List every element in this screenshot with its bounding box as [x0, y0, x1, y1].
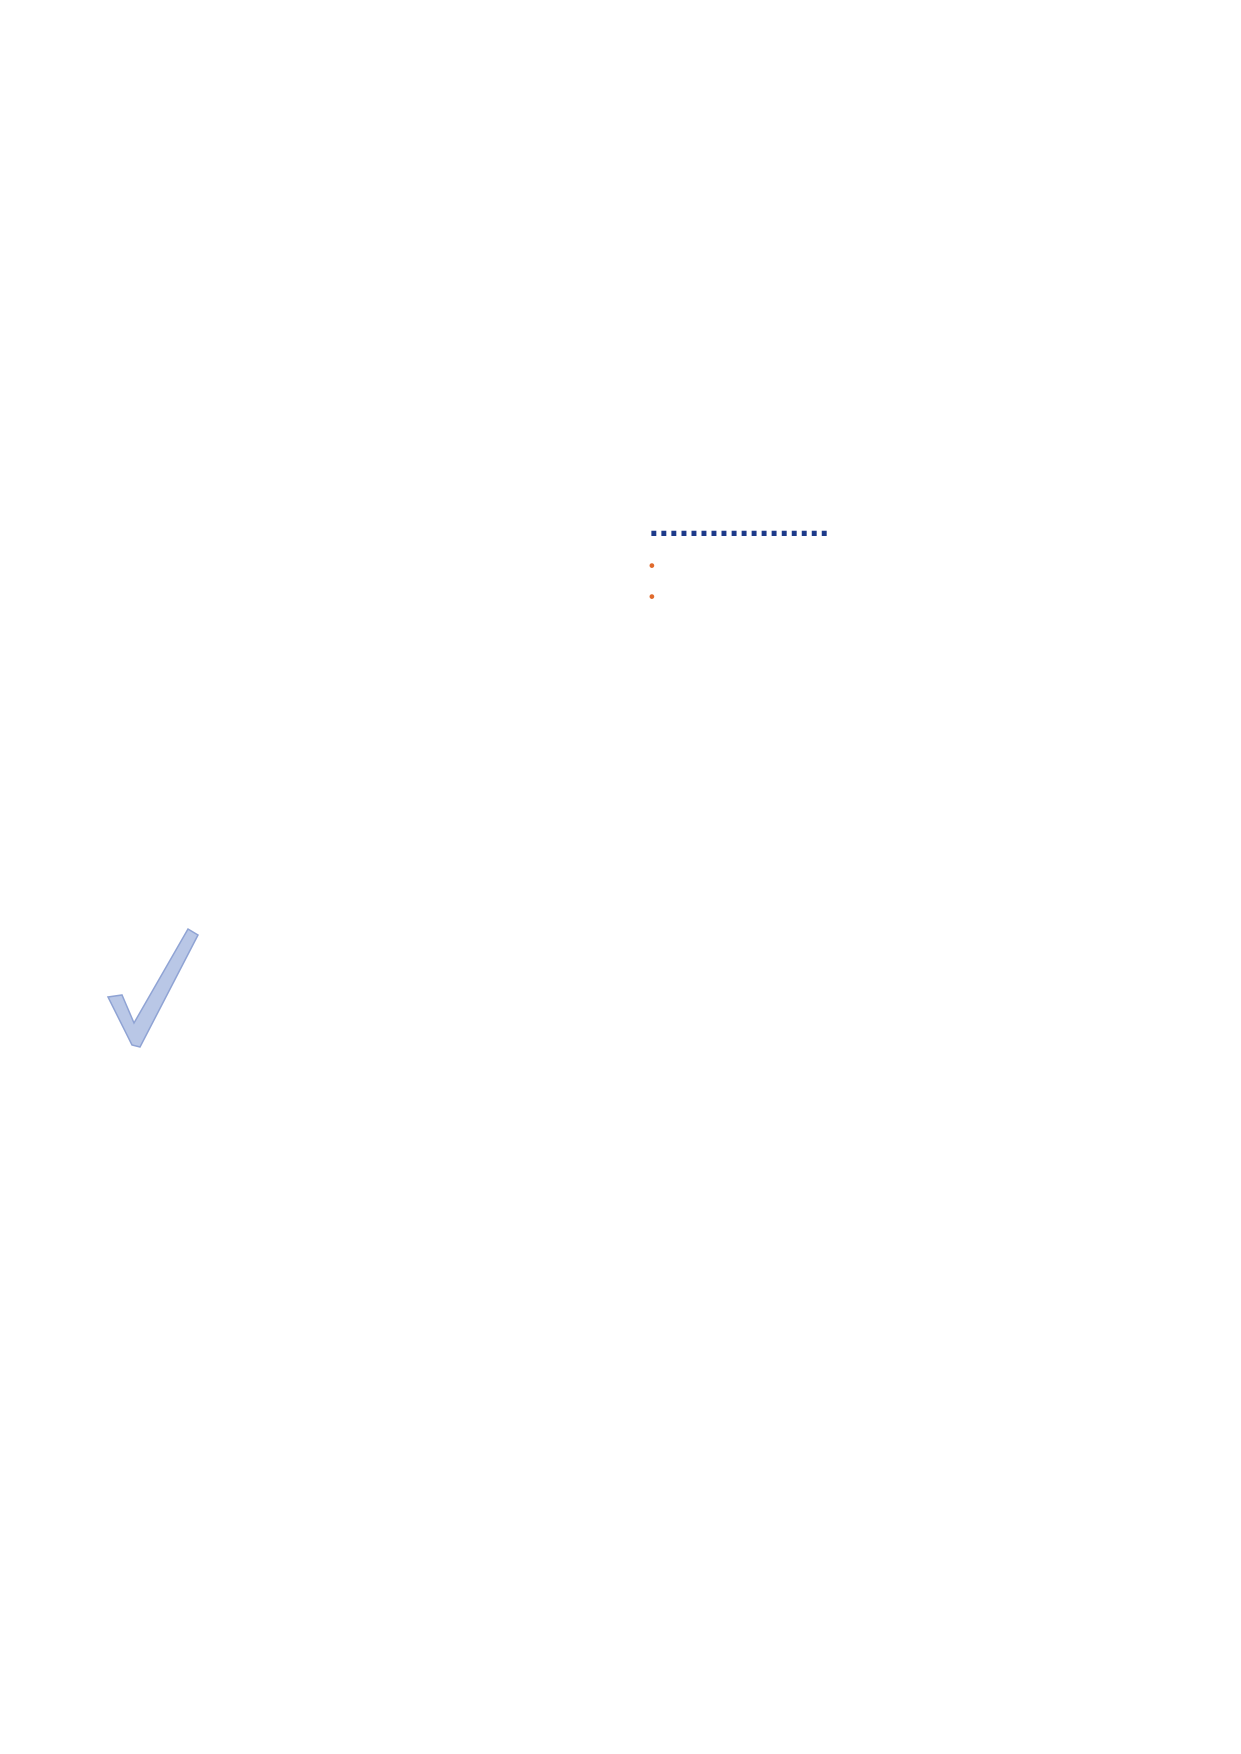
page-title: ..................	[649, 505, 830, 544]
precautions-page	[649, 505, 1174, 609]
sar-description	[210, 937, 593, 950]
checkmark-icon	[108, 929, 198, 1047]
section-heading: •	[649, 557, 655, 575]
section-heading: •	[649, 588, 655, 606]
sar-logo	[70, 925, 204, 1055]
